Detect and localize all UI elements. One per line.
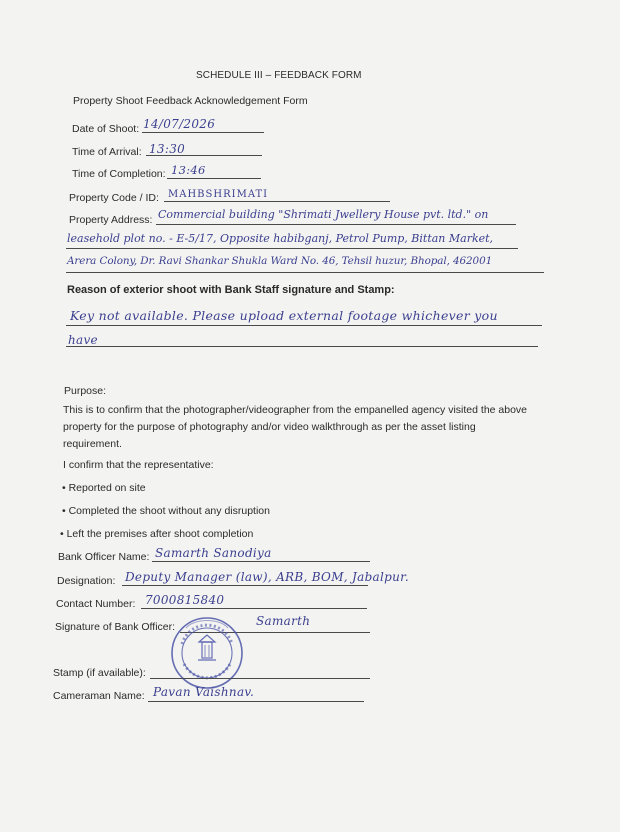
- form-title: Property Shoot Feedback Acknowledgement Form: [73, 95, 308, 107]
- bullet-item: • Reported on site: [62, 482, 146, 494]
- bullet-text: Completed the shoot without any disruption: [68, 505, 270, 517]
- cameraman-label: Cameraman Name:: [53, 690, 145, 702]
- reason-heading: Reason of exterior shoot with Bank Staff signature and Stamp:: [67, 284, 395, 296]
- date-line: [142, 132, 264, 133]
- date-label: Date of Shoot:: [72, 123, 140, 135]
- designation-label: Designation:: [57, 575, 116, 587]
- arrival-label: Time of Arrival:: [72, 146, 142, 158]
- signature-label: Signature of Bank Officer:: [55, 621, 176, 633]
- designation-line: [122, 585, 368, 586]
- property-code-value: MAHBSHRIMATI: [168, 189, 269, 200]
- arrival-line: [146, 155, 262, 156]
- schedule-title: SCHEDULE III – FEEDBACK FORM: [196, 70, 362, 81]
- address-underline-1: [156, 224, 516, 225]
- contact-value: 7000815840: [145, 593, 225, 607]
- date-value: 14/07/2026: [143, 117, 216, 131]
- contact-label: Contact Number:: [56, 598, 136, 610]
- stamp-line: [150, 678, 370, 679]
- bullet-text: Left the premises after shoot completion: [66, 528, 254, 540]
- reason-underline-1: [66, 325, 542, 326]
- purpose-text: This is to confirm that the photographer/videographer from the empanelled agency visited the above property for the purpose of photography and/or video walkthrough as per the asset listing requirement.: [63, 404, 528, 450]
- address-underline-3: [66, 272, 544, 273]
- cameraman-value: Pavan Vaishnav.: [153, 685, 255, 699]
- cameraman-line: [148, 701, 364, 702]
- address-underline-2: [66, 248, 518, 249]
- signature-value: Samarth: [256, 614, 311, 628]
- address-line-3: Arera Colony, Dr. Ravi Shankar Shukla Ward No. 46, Tehsil huzur, Bhopal, 462001: [67, 255, 493, 267]
- purpose-heading: Purpose:: [64, 385, 107, 397]
- property-code-line: [164, 201, 390, 202]
- bank-stamp-icon: [168, 614, 246, 692]
- completion-label: Time of Completion:: [72, 168, 166, 180]
- confirm-intro: I confirm that the representative:: [63, 459, 214, 471]
- completion-line: [167, 178, 261, 179]
- property-code-label: Property Code / ID:: [69, 192, 159, 204]
- contact-line: [141, 608, 367, 609]
- officer-name-label: Bank Officer Name:: [58, 551, 150, 563]
- completion-value: 13:46: [171, 163, 206, 177]
- address-label: Property Address:: [69, 214, 153, 226]
- bullet-item: • Completed the shoot without any disruption: [62, 505, 270, 517]
- designation-value: Deputy Manager (law), ARB, BOM, Jabalpur.: [125, 570, 409, 584]
- arrival-value: 13:30: [149, 142, 186, 156]
- officer-name-line: [152, 561, 370, 562]
- reason-line-2: have: [68, 333, 98, 347]
- bullet-item: • Left the premises after shoot completion: [60, 528, 254, 540]
- address-line-1: Commercial building "Shrimati Jwellery House pvt. ltd." on: [158, 208, 489, 221]
- bullet-text: Reported on site: [68, 482, 146, 494]
- officer-name-value: Samarth Sanodiya: [155, 546, 272, 560]
- stamp-label: Stamp (if available):: [53, 667, 146, 679]
- reason-line-1: Key not available. Please upload external footage whichever you: [70, 308, 498, 323]
- address-line-2: leasehold plot no. - E-5/17, Opposite habibganj, Petrol Pump, Bittan Market,: [67, 232, 494, 245]
- reason-underline-2: [66, 346, 538, 347]
